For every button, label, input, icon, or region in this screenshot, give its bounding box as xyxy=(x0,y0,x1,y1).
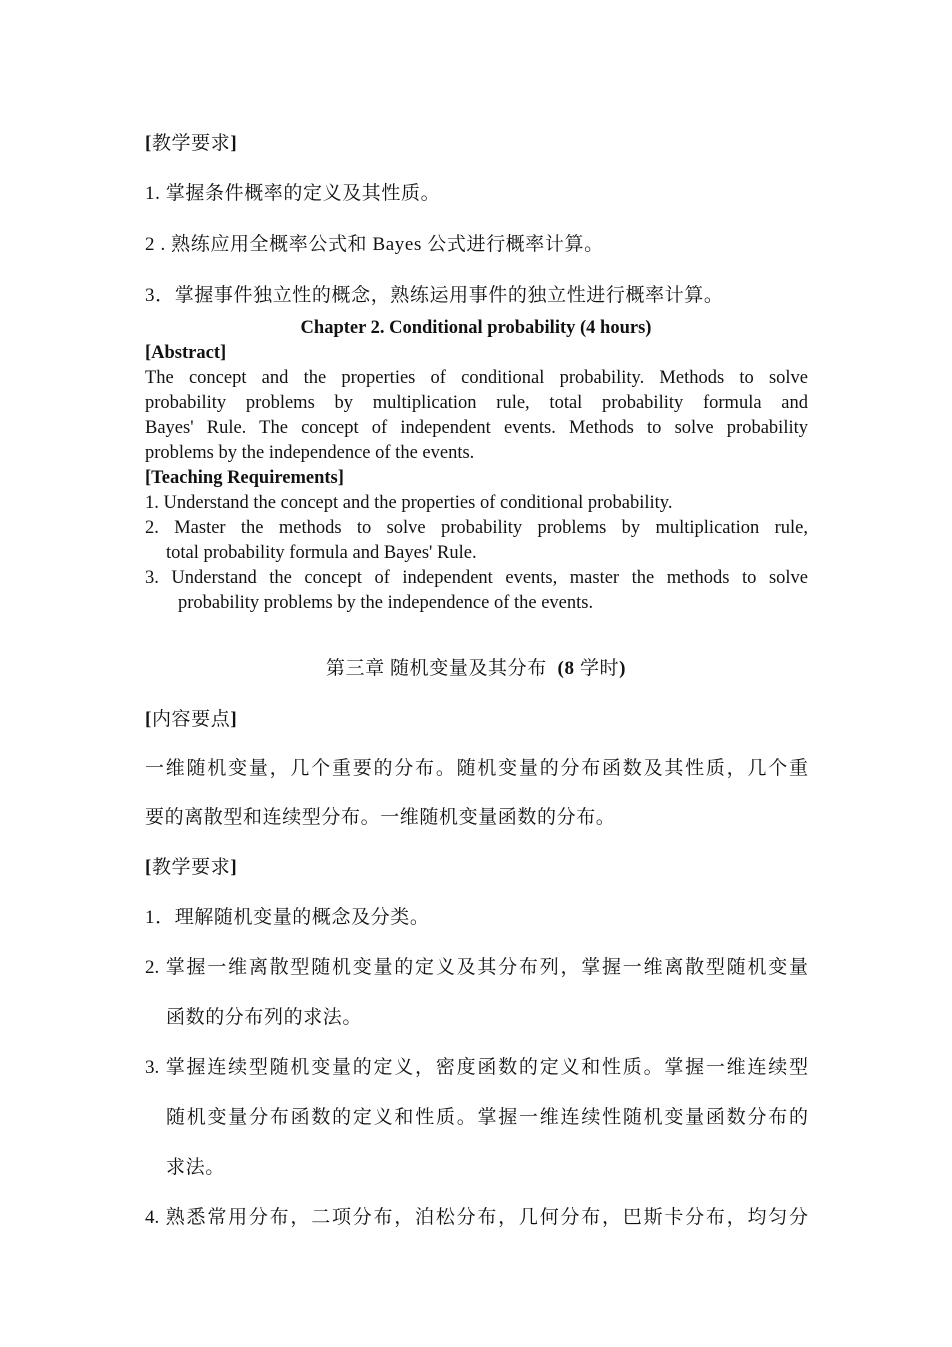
requirement-line-cn: 4. 熟悉常用分布，二项分布，泊松分布，几何分布，巴斯卡分布，均匀分 xyxy=(145,1207,808,1228)
requirement-line-cn: 求法。 xyxy=(166,1157,225,1178)
chapter-3-title xyxy=(0,653,952,680)
requirement-item-2: 2 . 熟练应用全概率公式和 Bayes 公式进行概率计算。 xyxy=(145,234,604,255)
requirement-line: total probability formula and Bayes' Rule. xyxy=(166,543,477,563)
requirement-line-cn: 2. 掌握一维离散型随机变量的定义及其分布列，掌握一维离散型随机变量 xyxy=(145,957,808,978)
requirement-line: 2. Master the methods to solve probability problems by multiplication rule, xyxy=(145,518,808,538)
bracket-open: [ xyxy=(145,857,152,878)
requirement-item-1: 1. 掌握条件概率的定义及其性质。 xyxy=(145,183,441,204)
requirement-line-cn: 3. 掌握连续型随机变量的定义，密度函数的定义和性质。掌握一维连续型 xyxy=(145,1057,808,1078)
requirement-line-cn: 随机变量分布函数的定义和性质。掌握一维连续性随机变量函数分布的 xyxy=(166,1107,808,1128)
chapter-2-title: Chapter 2. Conditional probability (4 hours) xyxy=(300,318,652,338)
content-line: 一维随机变量，几个重要的分布。随机变量的分布函数及其性质，几个重 xyxy=(145,758,808,779)
heading-text: 内容要点 xyxy=(151,709,231,730)
abstract-line: The concept and the properties of conditional probability. Methods to solve xyxy=(145,368,808,388)
heading-text: 教学要求 xyxy=(151,857,231,878)
abstract-heading: [Abstract] xyxy=(145,343,227,363)
content-points-heading xyxy=(145,704,237,731)
content-line: 要的离散型和连续型分布。一维随机变量函数的分布。 xyxy=(145,807,616,828)
abstract-line: problems by the independence of the events. xyxy=(145,443,475,463)
requirement-line: probability problems by the independence of the events. xyxy=(178,593,594,613)
bracket-close: ] xyxy=(230,709,238,730)
hours-number: 8 xyxy=(564,658,575,679)
bracket-close: ] xyxy=(230,857,238,878)
hours-unit: 学时 xyxy=(574,658,620,679)
bracket-open: [ xyxy=(145,133,152,154)
bracket-close: ] xyxy=(230,133,238,154)
requirement-line-cn: 1．理解随机变量的概念及分类。 xyxy=(145,907,430,928)
requirement-item-3: 3．掌握事件独立性的概念，熟练运用事件的独立性进行概率计算。 xyxy=(145,285,724,306)
requirement-line: 1. Understand the concept and the properties of conditional probability. xyxy=(145,493,673,513)
teaching-requirements-heading-cn xyxy=(145,852,237,879)
hours-open: ( xyxy=(557,658,565,679)
abstract-line: Bayes' Rule. The concept of independent events. Methods to solve probability xyxy=(145,418,808,438)
hours-close: ) xyxy=(619,658,627,679)
bracket-open: [ xyxy=(145,709,152,730)
requirement-line: 3. Understand the concept of independent events, master the methods to solve xyxy=(145,568,808,588)
requirement-line-cn: 函数的分布列的求法。 xyxy=(166,1007,363,1028)
abstract-line: probability problems by multiplication rule, total probability formula and xyxy=(145,393,808,413)
section-heading-teaching-requirements-cn xyxy=(145,128,237,155)
teaching-requirements-heading: [Teaching Requirements] xyxy=(145,468,344,488)
chapter-3-title-text: 第三章 随机变量及其分布 xyxy=(325,658,547,679)
heading-text: 教学要求 xyxy=(151,133,231,154)
